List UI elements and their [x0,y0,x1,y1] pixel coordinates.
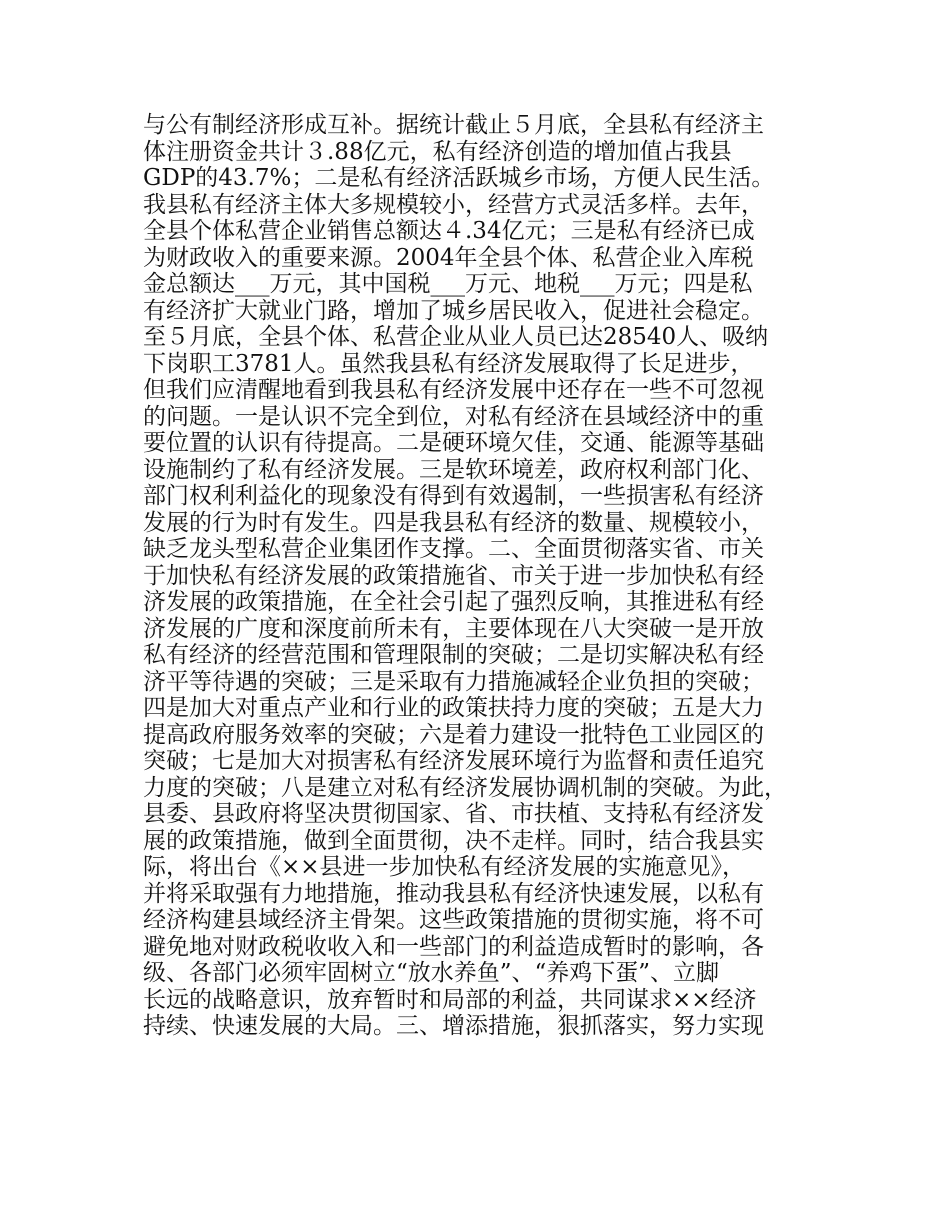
text-line-22: 济平等待遇的突破；三是采取有力措施减轻企业负担的突破； [143,668,764,695]
text-line-35: 持续、快速发展的大局。三、增添措施，狠抓落实，努力实现 [143,1013,764,1039]
text-line-15: 部门权利利益化的现象没有得到有效遏制，一些损害私有经济 [143,483,764,509]
text-line-28: 展的政策措施，做到全面贯彻，决不走样。同时，结合我县实 [143,827,764,854]
text-line-2: 体注册资金共计３.88亿元，私有经济创造的增加值占我县 [143,138,732,165]
text-line-5: 全县个体私营企业销售总额达４.34亿元；三是私有经济已成 [143,218,755,244]
text-line-25: 突破；七是加大对损害私有经济发展环境行为监督和责任追究 [143,748,764,774]
text-line-6: 为财政收入的重要来源。2004年全县个体、私营企业入库税 [143,244,754,271]
text-line-14: 设施制约了私有经济发展。三是软环境差，政府权利部门化、 [143,456,764,483]
text-line-7: 金总额达___万元，其中国税___万元、地税___万元；四是私 [143,271,753,297]
text-line-17: 缺乏龙头型私营企业集团作支撑。二、全面贯彻落实省、市关 [143,536,764,562]
text-line-21: 私有经济的经营范围和管理限制的突破；二是切实解决私有经 [143,642,764,668]
text-line-11: 但我们应清醒地看到我县私有经济发展中还存在一些不可忽视 [143,377,764,403]
text-line-30: 并将采取强有力地措施，推动我县私有经济快速发展，以私有 [143,880,764,907]
body-text [143,112,833,1040]
text-line-32: 避免地对财政税收收入和一些部门的利益造成暂时的影响，各 [143,933,764,960]
text-line-23: 四是加大对重点产业和行业的政策扶持力度的突破；五是大力 [143,695,764,721]
text-line-16: 发展的行为时有发生。四是我县私有经济的数量、规模较小， [143,509,764,536]
text-line-29: 际，将出台《××县进一步加快私有经济发展的实施意见》， [143,854,746,880]
text-line-12: 的问题。一是认识不完全到位，对私有经济在县域经济中的重 [143,403,764,430]
text-line-20: 济发展的广度和深度前所未有，主要体现在八大突破一是开放 [143,615,764,642]
text-line-24: 提高政府服务效率的突破；六是着力建设一批特色工业园区的 [143,721,764,748]
text-line-33: 级、各部门必须牢固树立“放水养鱼”、“养鸡下蛋”、立脚 [143,960,720,986]
text-line-9: 至５月底，全县个体、私营企业从业人员已达28540人、吸纳 [143,324,769,350]
text-line-13: 要位置的认识有待提高。二是硬环境欠佳，交通、能源等基础 [143,430,764,456]
text-line-3: GDP的43.7%；二是私有经济活跃城乡市场，方便人民生活。 [143,165,775,191]
text-line-26: 力度的突破；八是建立对私有经济发展协调机制的突破。为此， [143,774,787,801]
text-line-1: 与公有制经济形成互补。据统计截止５月底，全县私有经济主 [143,112,764,138]
text-line-10: 下岗职工3781人。虽然我县私有经济发展取得了长足进步， [143,350,754,377]
text-line-18: 于加快私有经济发展的政策措施省、市关于进一步加快私有经 [143,562,764,589]
text-line-34: 长远的战略意识，放弃暂时和局部的利益，共同谋求××经济 [143,986,757,1013]
text-line-19: 济发展的政策措施，在全社会引起了强烈反响，其推进私有经 [143,589,764,615]
text-line-8: 有经济扩大就业门路，增加了城乡居民收入，促进社会稳定。 [143,297,764,324]
text-line-27: 县委、县政府将坚决贯彻国家、省、市扶植、支持私有经济发 [143,801,764,827]
text-line-31: 经济构建县域经济主骨架。这些政策措施的贯彻实施，将不可 [143,907,764,933]
text-line-4: 我县私有经济主体大多规模较小，经营方式灵活多样。去年， [143,191,764,218]
